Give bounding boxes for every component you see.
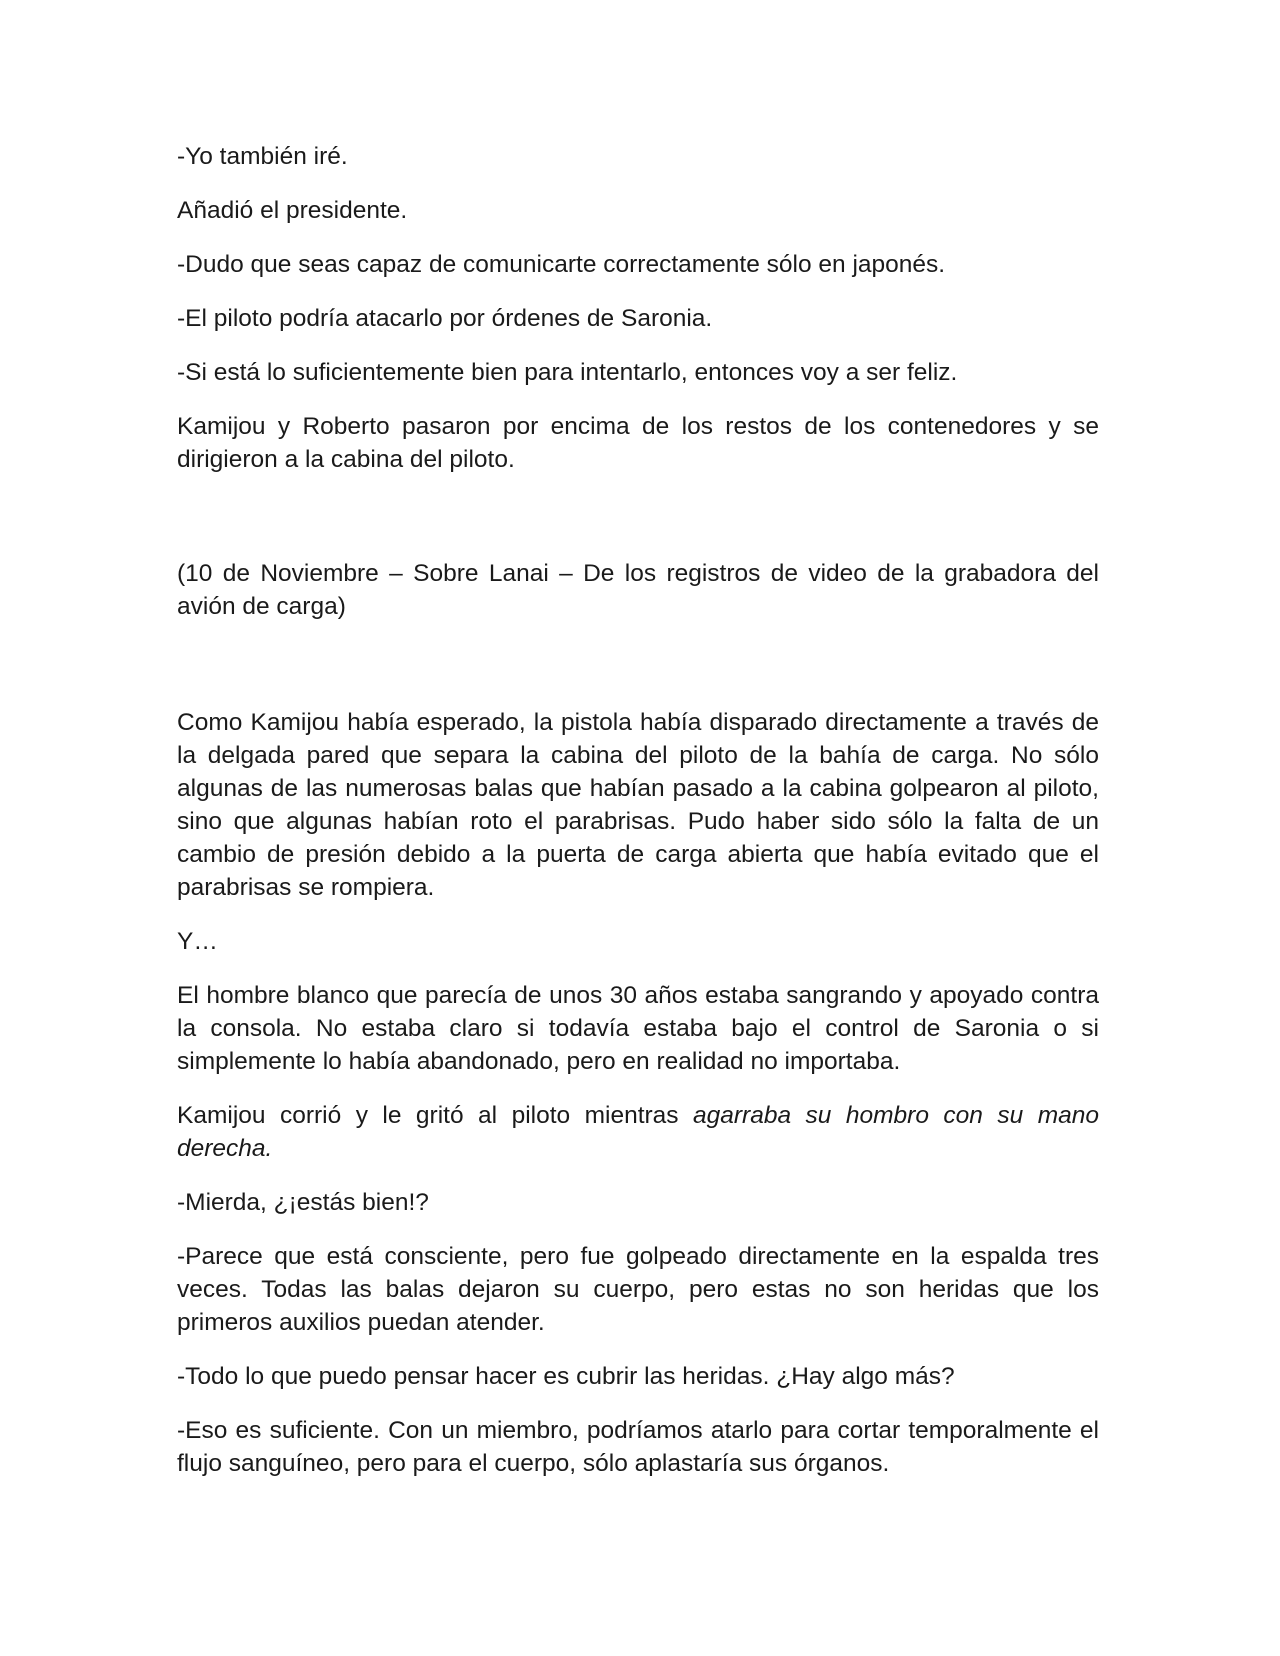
narration-line: Añadió el presidente.: [177, 197, 408, 224]
narration-paragraph: Como Kamijou había esperado, la pistola había disparado directamente a través de la delgada pared que separa la cabina del piloto de la bahía de carga. No sólo algunas de las numerosas balas que habían pasado a la cabina golpearon al piloto, sino que algunas habían roto el parabrisas. Pudo haber sido sólo la falta de un cambio de presión debido a la puerta de carga abierta que había evitado que el parabrisas se rompiera.: [177, 709, 1099, 901]
section-heading: (10 de Noviembre – Sobre Lanai – De los registros de video de la grabadora del avión de carga): [177, 560, 1099, 620]
dialogue-paragraph: -Parece que está consciente, pero fue golpeado directamente en la espalda tres veces. Todas las balas dejaron su cuerpo, pero estas no son heridas que los primeros auxilios puedan atender.: [177, 1243, 1099, 1336]
narration-line: Y…: [177, 928, 218, 955]
section-spacer: [177, 644, 1099, 706]
dialogue-line: -Todo lo que puedo pensar hacer es cubrir las heridas. ¿Hay algo más?: [177, 1363, 955, 1390]
narration-paragraph: El hombre blanco que parecía de unos 30 años estaba sangrando y apoyado contra la consola. No estaba claro si todavía estaba bajo el control de Saronia o si simplemente lo había abandonado, pero en realidad no importaba.: [177, 982, 1099, 1075]
plain-text: Kamijou corrió y le gritó al piloto mientras: [177, 1102, 694, 1129]
dialogue-line: -Dudo que seas capaz de comunicarte correctamente sólo en japonés.: [177, 251, 946, 278]
narration-paragraph: Kamijou y Roberto pasaron por encima de los restos de los contenedores y se dirigieron a la cabina del piloto.: [177, 413, 1099, 473]
section-spacer: [177, 497, 1099, 557]
dialogue-line: -El piloto podría atacarlo por órdenes de Saronia.: [177, 305, 713, 332]
dialogue-line: -Yo también iré.: [177, 143, 348, 170]
dialogue-line: -Mierda, ¿¡estás bien!?: [177, 1189, 429, 1216]
italic-text: agarraba su hombro con su mano derecha.: [177, 1102, 1099, 1162]
dialogue-line: -Si está lo suficientemente bien para intentarlo, entonces voy a ser feliz.: [177, 359, 958, 386]
dialogue-paragraph: -Eso es suficiente. Con un miembro, podríamos atarlo para cortar temporalmente el flujo sanguíneo, pero para el cuerpo, sólo aplastaría sus órganos.: [177, 1417, 1099, 1477]
document-page: [177, 140, 1099, 1501]
narration-paragraph-mixed: [177, 1099, 1099, 1165]
